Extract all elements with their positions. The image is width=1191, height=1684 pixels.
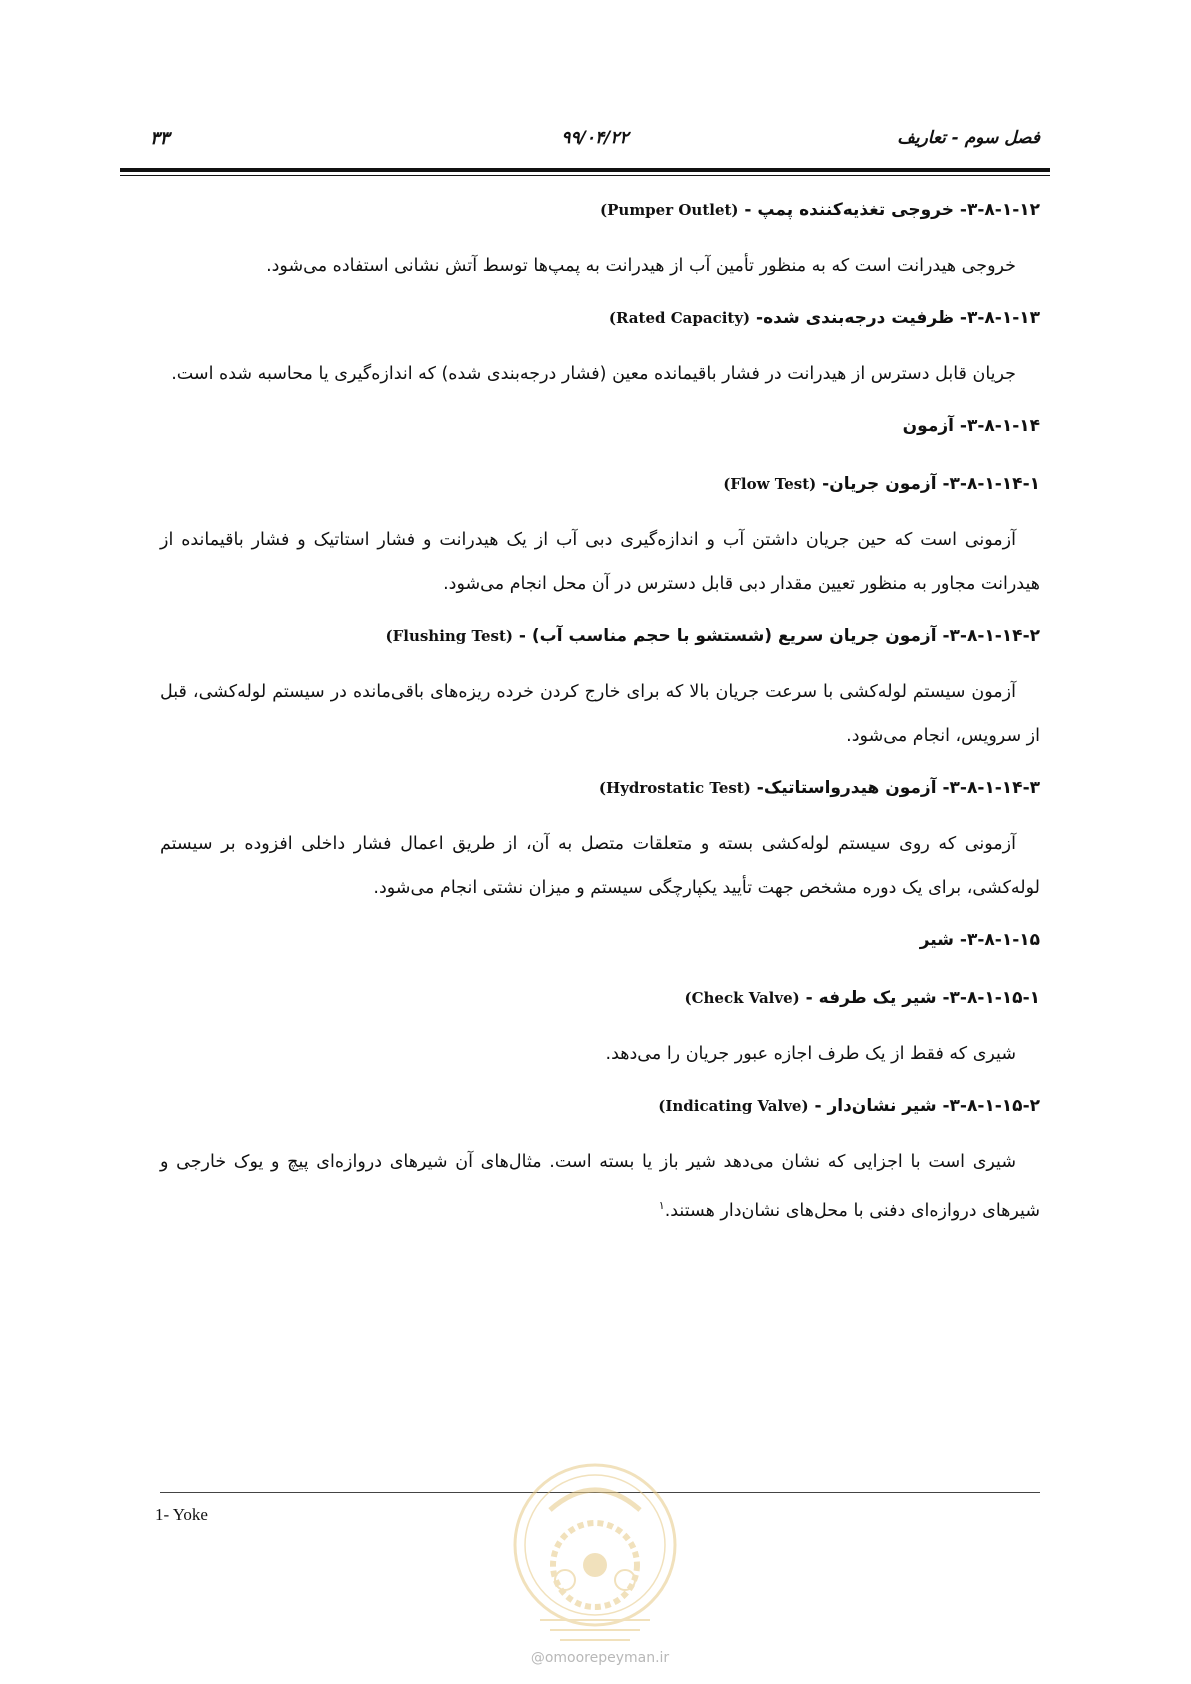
- section-heading: ۳-۸-۱-۱۵-۲- شیر نشان‌دار - (Indicating Valve): [658, 1096, 1040, 1116]
- section-paragraph: شیری است با اجزایی که نشان می‌دهد شیر باز یا بسته است. مثال‌های آن شیرهای دروازه‌ای پیچ و یوک خارجی و شیرهای دروازه‌ای دفنی با محل‌های نشان‌دار هستند.$^۱$: [160, 1152, 1040, 1221]
- header-rule-thick: [120, 168, 1050, 172]
- section-paragraph: آزمونی است که حین جریان داشتن آب و اندازه‌گیری دبی آب از یک هیدرانت و فشار استاتیک و فشار باقیمانده از هیدرانت مجاور به منظور تعیین مقدار دبی قابل دسترس در آن محل انجام می‌شود.: [160, 530, 1040, 594]
- page-number: ۳۳: [150, 128, 170, 149]
- section-heading-en: (Flow Test): [723, 475, 817, 493]
- section-heading: ۳-۸-۱-۱۲- خروجی تغذیه‌کننده پمپ - (Pumper Outlet): [600, 200, 1040, 220]
- section-heading: ۳-۸-۱-۱۵- شیر: [919, 930, 1040, 950]
- header-date: ۹۹/۰۴/۲۲: [561, 128, 629, 148]
- section-heading-en: (Rated Capacity): [608, 309, 751, 327]
- section-heading-en: (Check Valve): [684, 989, 800, 1007]
- page-header: [150, 128, 1040, 152]
- section-heading: ۳-۸-۱-۱۴-۳- آزمون هیدرواستاتیک- (Hydrostatic Test): [598, 778, 1040, 798]
- footnote: 1- Yoke: [155, 1505, 208, 1524]
- section-paragraph: شیری که فقط از یک طرف اجازه عبور جریان را می‌دهد.: [605, 1044, 1016, 1064]
- footnote-marker: ۱: [658, 1199, 665, 1212]
- page-body: [160, 196, 1040, 1249]
- section-heading-en: (Pumper Outlet): [600, 201, 739, 219]
- section-paragraph: خروجی هیدرانت است که به منظور تأمین آب از هیدرانت به پمپ‌ها توسط آتش نشانی استفاده می‌شود.: [266, 256, 1016, 276]
- section-heading: ۳-۸-۱-۱۴- آزمون: [902, 416, 1040, 436]
- watermark-logo: [510, 1450, 680, 1680]
- section-paragraph: جریان قابل دسترس از هیدرانت در فشار باقیمانده معین (فشار درجه‌بندی شده) که اندازه‌گیری یا محاسبه شده است.: [171, 364, 1016, 384]
- section-paragraph: آزمون سیستم لوله‌کشی با سرعت جریان بالا که برای خارج کردن خرده ریزه‌های باقی‌مانده در سیستم لوله‌کشی، قبل از سرویس، انجام می‌شود.: [160, 682, 1040, 746]
- section-heading: ۳-۸-۱-۱۴-۱- آزمون جریان- (Flow Test): [723, 474, 1040, 494]
- section-heading-en: (Hydrostatic Test): [598, 779, 751, 797]
- section-heading-en: (Flushing Test): [385, 627, 513, 645]
- section-paragraph: آزمونی که روی سیستم لوله‌کشی بسته و متعلقات متصل به آن، از طریق اعمال فشار داخلی افزوده بر سیستم لوله‌کشی، برای یک دوره مشخص جهت تأیید یکپارچگی سیستم و میزان نشتی انجام می‌شود.: [160, 834, 1040, 898]
- watermark-url: @omoorepeyman.ir: [530, 1650, 670, 1666]
- section-heading: ۳-۸-۱-۱۳- ظرفیت درجه‌بندی شده- (Rated Capacity): [608, 308, 1040, 328]
- header-rule-thin: [120, 175, 1050, 176]
- chapter-title: فصل سوم - تعاریف: [897, 128, 1040, 148]
- section-heading: ۳-۸-۱-۱۵-۱- شیر یک طرفه - (Check Valve): [684, 988, 1040, 1008]
- section-heading: ۳-۸-۱-۱۴-۲- آزمون جریان سریع (شستشو با حجم مناسب آب) - (Flushing Test): [385, 626, 1040, 646]
- section-heading-en: (Indicating Valve): [658, 1097, 809, 1115]
